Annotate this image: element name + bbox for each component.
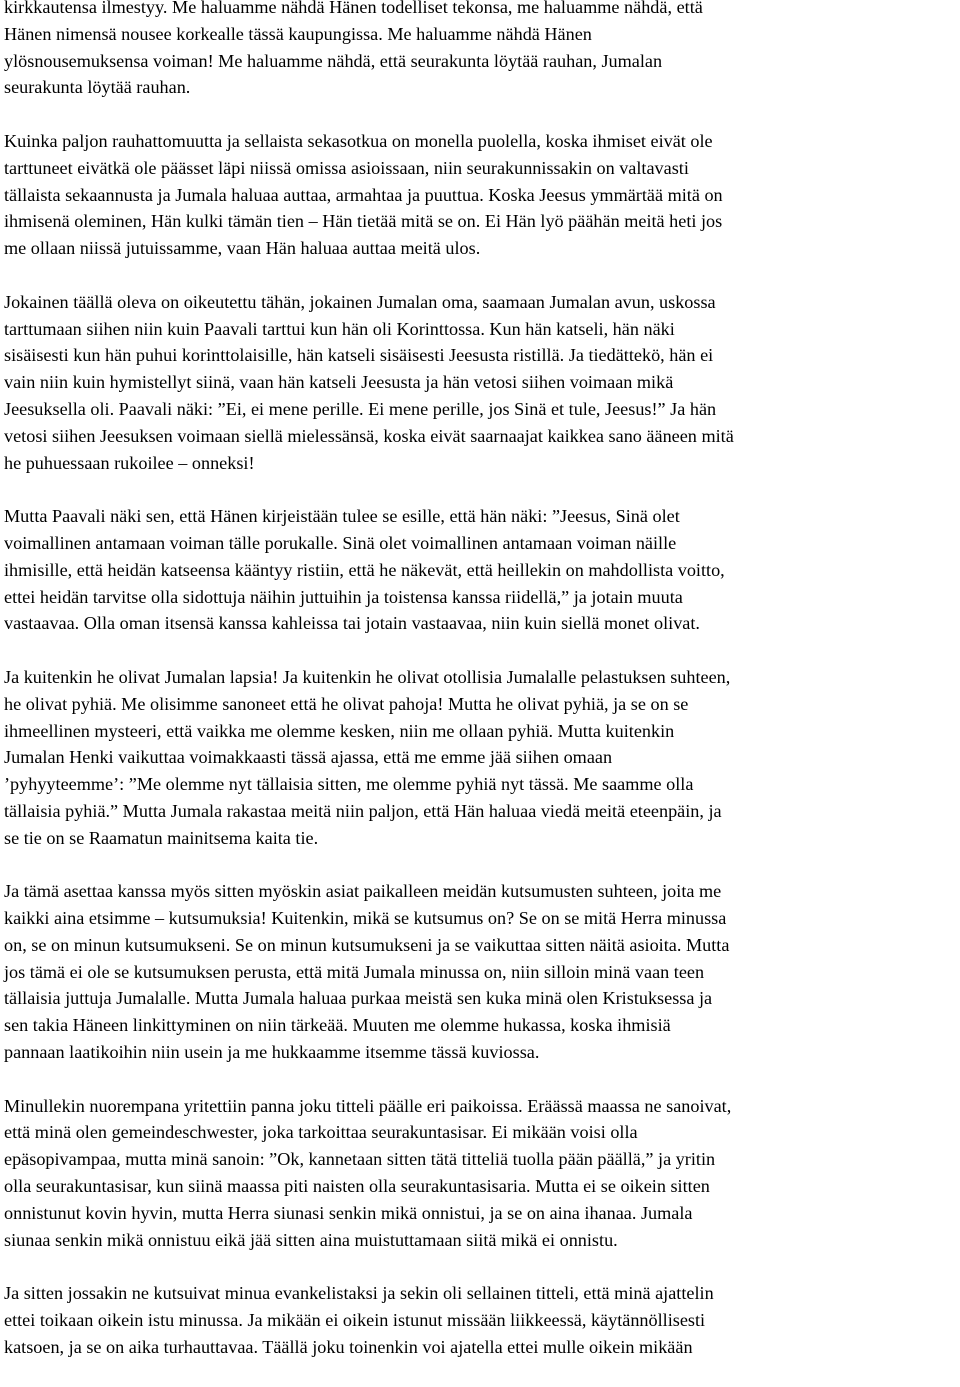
paragraph-7: Minullekin nuorempana yritettiin panna joku titteli päälle eri paikoissa. Eräässä maassa ne sanoivat, että minä olen gemeindeschwester, joka tarkoittaa seurakuntasisar. Ei mikään voisi olla epäsopivampaa, mutta minä sanoin: ”Ok, kannetaan sitten tätä titteliä tuolla pään päällä,” ja yritin olla seurakuntasisar, kun siinä maassa piti naisten olla seurakuntasisaria. Mutta ei se oikein sitten onnistunut kovin hyvin, mutta Herra siunasi senkin mikä onnistui, ja se on aina ihanaa. Jumala siunaa senkin mikä onnistuu eikä jää sitten aina muistuttamaan siitä mikä ei onnistu. [4, 1095, 732, 1250]
paragraph-2: Kuinka paljon rauhattomuutta ja sellaista sekasotkua on monella puolella, koska ihmiset eivät ole tarttuneet eivätkä ole päässet läpi niissä omissa asioissaan, niin seurakunnissakin on valtavasti tällaista sekaannusta ja Jumala haluaa auttaa, armahtaa ja puuttua. Koska Jeesus ymmärtää mitä on ihmisenä oleminen, Hän kulki tämän tien – Hän tietää mitä se on. Ei Hän lyö päähän meitä heti jos me ollaan niissä jutuissamme, vaan Hän haluaa auttaa meitä ulos. [4, 130, 723, 259]
paragraph-1: kirkkautensa ilmestyy. Me haluamme nähdä Hänen todelliset tekonsa, me haluamme nähdä, että Hänen nimensä nousee korkealle tässä kaupungissa. Me haluamme nähdä Hänen ylösnousemuksensa voiman! Me haluamme nähdä, että seurakunta löytää rauhan, Jumalan seurakunta löytää rauhan. [4, 0, 703, 98]
paragraph-8: Ja sitten jossakin ne kutsuivat minua evankelistaksi ja sekin oli sellainen titteli, että minä ajattelin ettei toikaan oikein istu minussa. Ja mikään ei oikein istunut missään liikkeessä, käytännöllisesti katsoen, ja se on aika turhauttavaa. Täällä joku toinenkin voi ajatella ettei mulle oikein mikään [4, 1283, 714, 1357]
paragraph-3: Jokainen täällä oleva on oikeutettu tähän, jokainen Jumalan oma, saamaan Jumalan avun, uskossa tarttumaan siihen niin kuin Paavali tarttui kun hän oli Korinttossa. Kun hän katseli, hän näki sisäisesti kun hän puhui korinttolaisille, hän katseli sisäisesti Jeesusta ristillä. Ja tiedättekö, hän ei vain niin kuin hymistellyt siinä, vaan hän katseli Jeesusta ja hän vetosi siihen voimaan mikä Jeesuksella oli. Paavali näki: ”Ei, ei mene perille. Ei mene perille, jos Sinä et tule, Jeesus!” Ja hän vetosi siihen Jeesuksen voimaan siellä mielessänsä, koska eivät saarnaajat kaikkea sano ääneen mitä he puhuessaan rukoilee – onneksi! [4, 291, 734, 473]
paragraph-6: Ja tämä asettaa kanssa myös sitten myöskin asiat paikalleen meidän kutsumusten suhteen, joita me kaikki aina etsimme – kutsumuksia! Kuitenkin, mikä se kutsumus on? Se on se mitä Herra minussa on, se on minun kutsumukseni. Se on minun kutsumukseni ja se vaikuttaa sitten näitä asioita. Mutta jos tämä ei ole se kutsumuksen perusta, että mitä Jumala minussa on, niin silloin minä vaan teen tällaisia juttuja Jumalalle. Mutta Jumala haluaa purkaa meistä sen kuka minä olen Kristuksessa ja sen takia Häneen linkittyminen on niin tärkeää. Muuten me olemme hukassa, koska ihmisiä pannaan laatikoihin niin usein ja me hukkaamme itsemme tässä kuviossa. [4, 881, 730, 1063]
paragraph-5: Ja kuitenkin he olivat Jumalan lapsia! Ja kuitenkin he olivat otollisia Jumalalle pelastuksen suhteen, he olivat pyhiä. Me olisimme sanoneet että he olivat pahoja! Mutta he olivat pyhiä, ja se on se ihmeellinen mysteeri, että vaikka me olemme kesken, niin me ollaan pyhiä. Mutta kuitenkin Jumalan Henki vaikuttaa voimakkaasti tässä ajassa, että me emme jää siihen omaan ’pyhyyteemme’: ”Me olemme nyt tällaisia sitten, me olemme pyhiä nyt tässä. Me saamme olla tällaisia pyhiä.” Mutta Jumala rakastaa meitä niin paljon, että Hän haluaa viedä meitä eteenpäin, ja se tie on se Raamatun mainitsema kaita tie. [4, 666, 731, 848]
paragraph-4: Mutta Paavali näki sen, että Hänen kirjeistään tulee se esille, että hän näki: ”Jeesus, Sinä olet voimallinen antamaan voiman tälle porukalle. Sinä olet voimallinen antamaan voiman näille ihmisille, että heidän katseensa kääntyy ristiin, että he näkevät, että heillekin on mahdollista voitto, ettei heidän tarvitse olla sidottuja näihin juttuihin ja toistensa kanssa riidellä,” ja jotain muuta vastaavaa. Olla oman itsensä kanssa kahleissa tai jotain vastaavaa, niin kuin siellä monet olivat. [4, 506, 725, 634]
